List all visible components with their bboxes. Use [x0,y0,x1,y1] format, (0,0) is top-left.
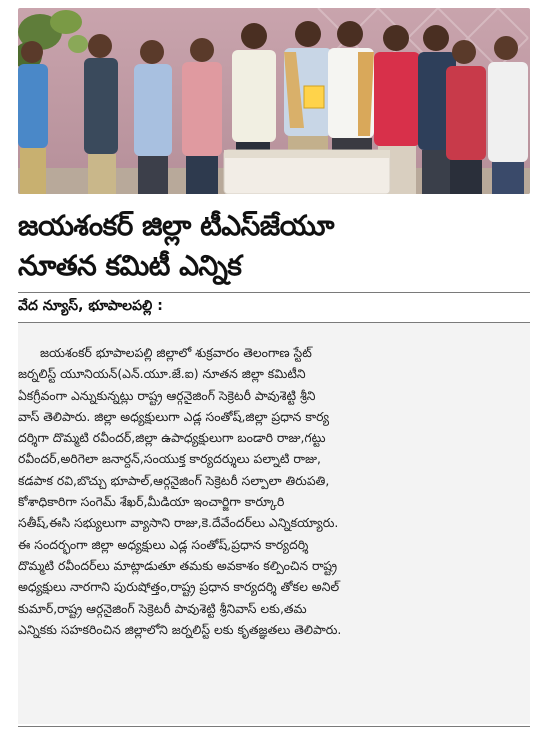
article-body [18,342,530,640]
body-line: కుమార్,రాష్ట్ర ఆర్గనైజింగ్ సెక్రెటరీ పావుశెట్టి శ్రీనివాస్ లకు,తమ [18,600,307,616]
body-line: ఏకగ్రీవంగా ఎన్నుకున్నట్లు రాష్ట్ర ఆర్గనైజింగ్ సెక్రెటరీ పావుశెట్టి శ్రీని [18,387,316,403]
group-photo-illustration [18,8,530,194]
body-line: కడపాక రవి,బొచ్చు భూపాల్,ఆర్గనైజింగ్ సెక్రెటరీ సల్పాలా తిరుపతి, [18,472,330,488]
body-line: జయశంకర్ భూపాలపల్లి జిల్లాలో శుక్రవారం తెలంగాణ స్టేట్ [40,345,312,360]
divider-dateline [18,322,530,323]
body-line: దర్శిగా దొమ్మటి రవీందర్,జిల్లా ఉపాధ్యక్షులుగా బండారి రాజు,గట్టు [18,430,326,446]
body-line: ఈ సందర్భంగా జిల్లా అధ్యక్షులు ఎడ్ల సంతోష్,ప్రధాన కార్యదర్శి [18,536,309,552]
news-photo [18,8,530,194]
dateline: వేద న్యూస్, భూపాలపల్లి : [18,298,163,314]
body-line: అధ్యక్షులు నారగాని పురుషోత్తం,రాష్ట్ర ప్రధాన కార్యదర్శి తోకల అనిల్ [18,579,340,595]
body-line: ఎన్నికకు సహకరించిన జిల్లాలోని జర్నలిస్ట్ లకు కృతజ్ఞతలు తెలిపారు. [18,621,342,637]
headline-line-2: నూతన కమిటీ ఎన్నిక [18,249,242,282]
body-line: జర్నలిస్ట్ యూనియన్(ఎన్.యూ.జే.ఐ) నూతన జిల్లా కమిటీని [18,366,306,382]
body-line: సతీష్,ఈసి సభ్యులుగా వ్యాసాని రాజు,కె.దేవేందర్‌లు ఎన్నికయ్యారు. [18,515,339,531]
divider-bottom [18,726,530,727]
divider-top [18,292,530,293]
body-line: దొమ్మటి రవీందర్‌లు మాట్లాడుతూ తమకు అవకాశం కల్పించిన రాష్ట్ర [18,557,338,573]
body-line: రవీందర్,అరిగెలా జనార్దన్,సంయుక్త కార్యదర్శులు పల్నాటి రాజు, [18,451,321,467]
headline [18,206,530,286]
headline-line-1: జయశంకర్ జిల్లా టీఎస్‌జేయూ [18,209,334,242]
body-line: కోశాధికారిగా సంగెమ్ శేఖర్,మీడియా ఇంచార్జిగా కార్కూరి [18,494,285,510]
body-line: వాస్ తెలిపారు. జిల్లా అధ్యక్షులుగా ఎడ్ల సంతోష్,జిల్లా ప్రధాన కార్య [18,408,330,424]
